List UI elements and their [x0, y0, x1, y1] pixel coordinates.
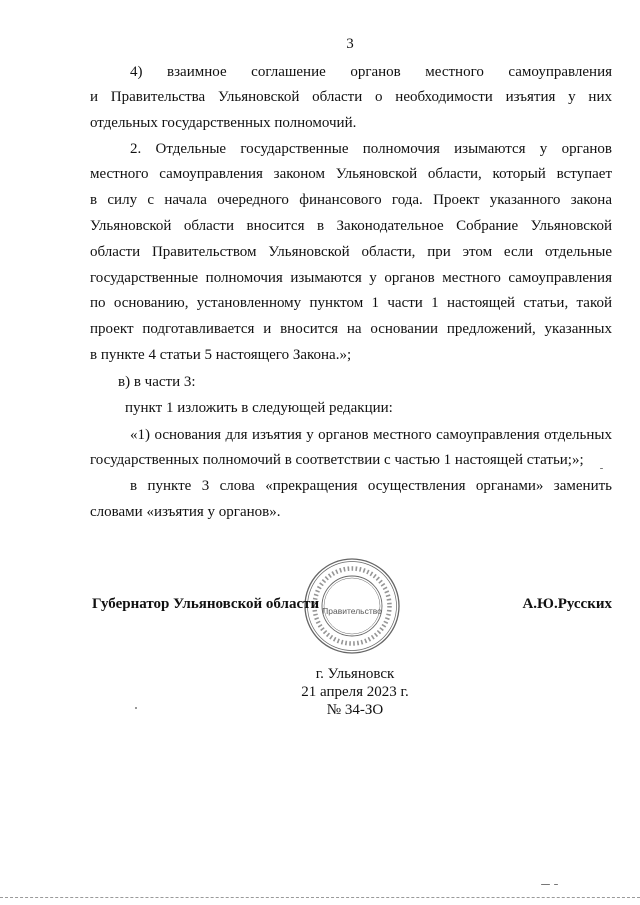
scan-speck [541, 884, 550, 885]
text-line: Ульяновской области вносится в Законодательное Собрание Ульяновской [90, 218, 612, 234]
issuance-city: г. Ульяновск [315, 666, 395, 682]
text-line: в пункте 3 слова «прекращения осуществления органами» заменить [130, 478, 612, 494]
text-line: проект подготавливается и вносится на основании предложений, указанных [90, 321, 612, 337]
text-line: области Правительством Ульяновской области, при этом если отдельные [90, 244, 612, 260]
text-line: 2. Отдельные государственные полномочия изымаются у органов [130, 141, 612, 157]
signatory-position: Губернатор Ульяновской области [92, 596, 320, 612]
text-line: словами «изъятия у органов». [90, 504, 281, 520]
text-line: в силу с начала очередного финансового года. Проект указанного закона [90, 192, 612, 208]
scan-speck [600, 468, 603, 469]
scan-edge-line [0, 897, 640, 898]
text-line: государственные полномочия изымаются у органов местного самоуправления [90, 270, 612, 286]
text-line: 4) взаимное соглашение органов местного самоуправления [130, 64, 612, 80]
text-line: в) в части 3: [118, 374, 196, 390]
text-line: пункт 1 изложить в следующей редакции: [125, 400, 393, 416]
text-line: и Правительства Ульяновской области о необходимости изъятия у них [90, 89, 612, 105]
law-number: № 34-ЗО [326, 702, 384, 718]
text-line: государственных полномочий в соответствии с частью 1 настоящей статьи;»; [90, 452, 584, 468]
text-line: по основанию, установленному пунктом 1 части 1 настоящей статьи, такой [90, 295, 612, 311]
page-number: 3 [346, 36, 354, 52]
issuance-date: 21 апреля 2023 г. [301, 684, 409, 700]
text-line: местного самоуправления законом Ульяновской области, который вступает [90, 166, 612, 182]
signatory-name: А.Ю.Русских [522, 596, 612, 612]
text-line: отдельных государственных полномочий. [90, 115, 357, 131]
text-line: в пункте 4 статьи 5 настоящего Закона.»; [90, 347, 352, 363]
text-line: «1) основания для изъятия у органов местного самоуправления отдельных [130, 427, 612, 443]
official-seal [303, 557, 401, 655]
scan-speck [135, 707, 137, 709]
scan-speck [554, 884, 558, 885]
seal-center-text: Правительство [322, 606, 382, 616]
